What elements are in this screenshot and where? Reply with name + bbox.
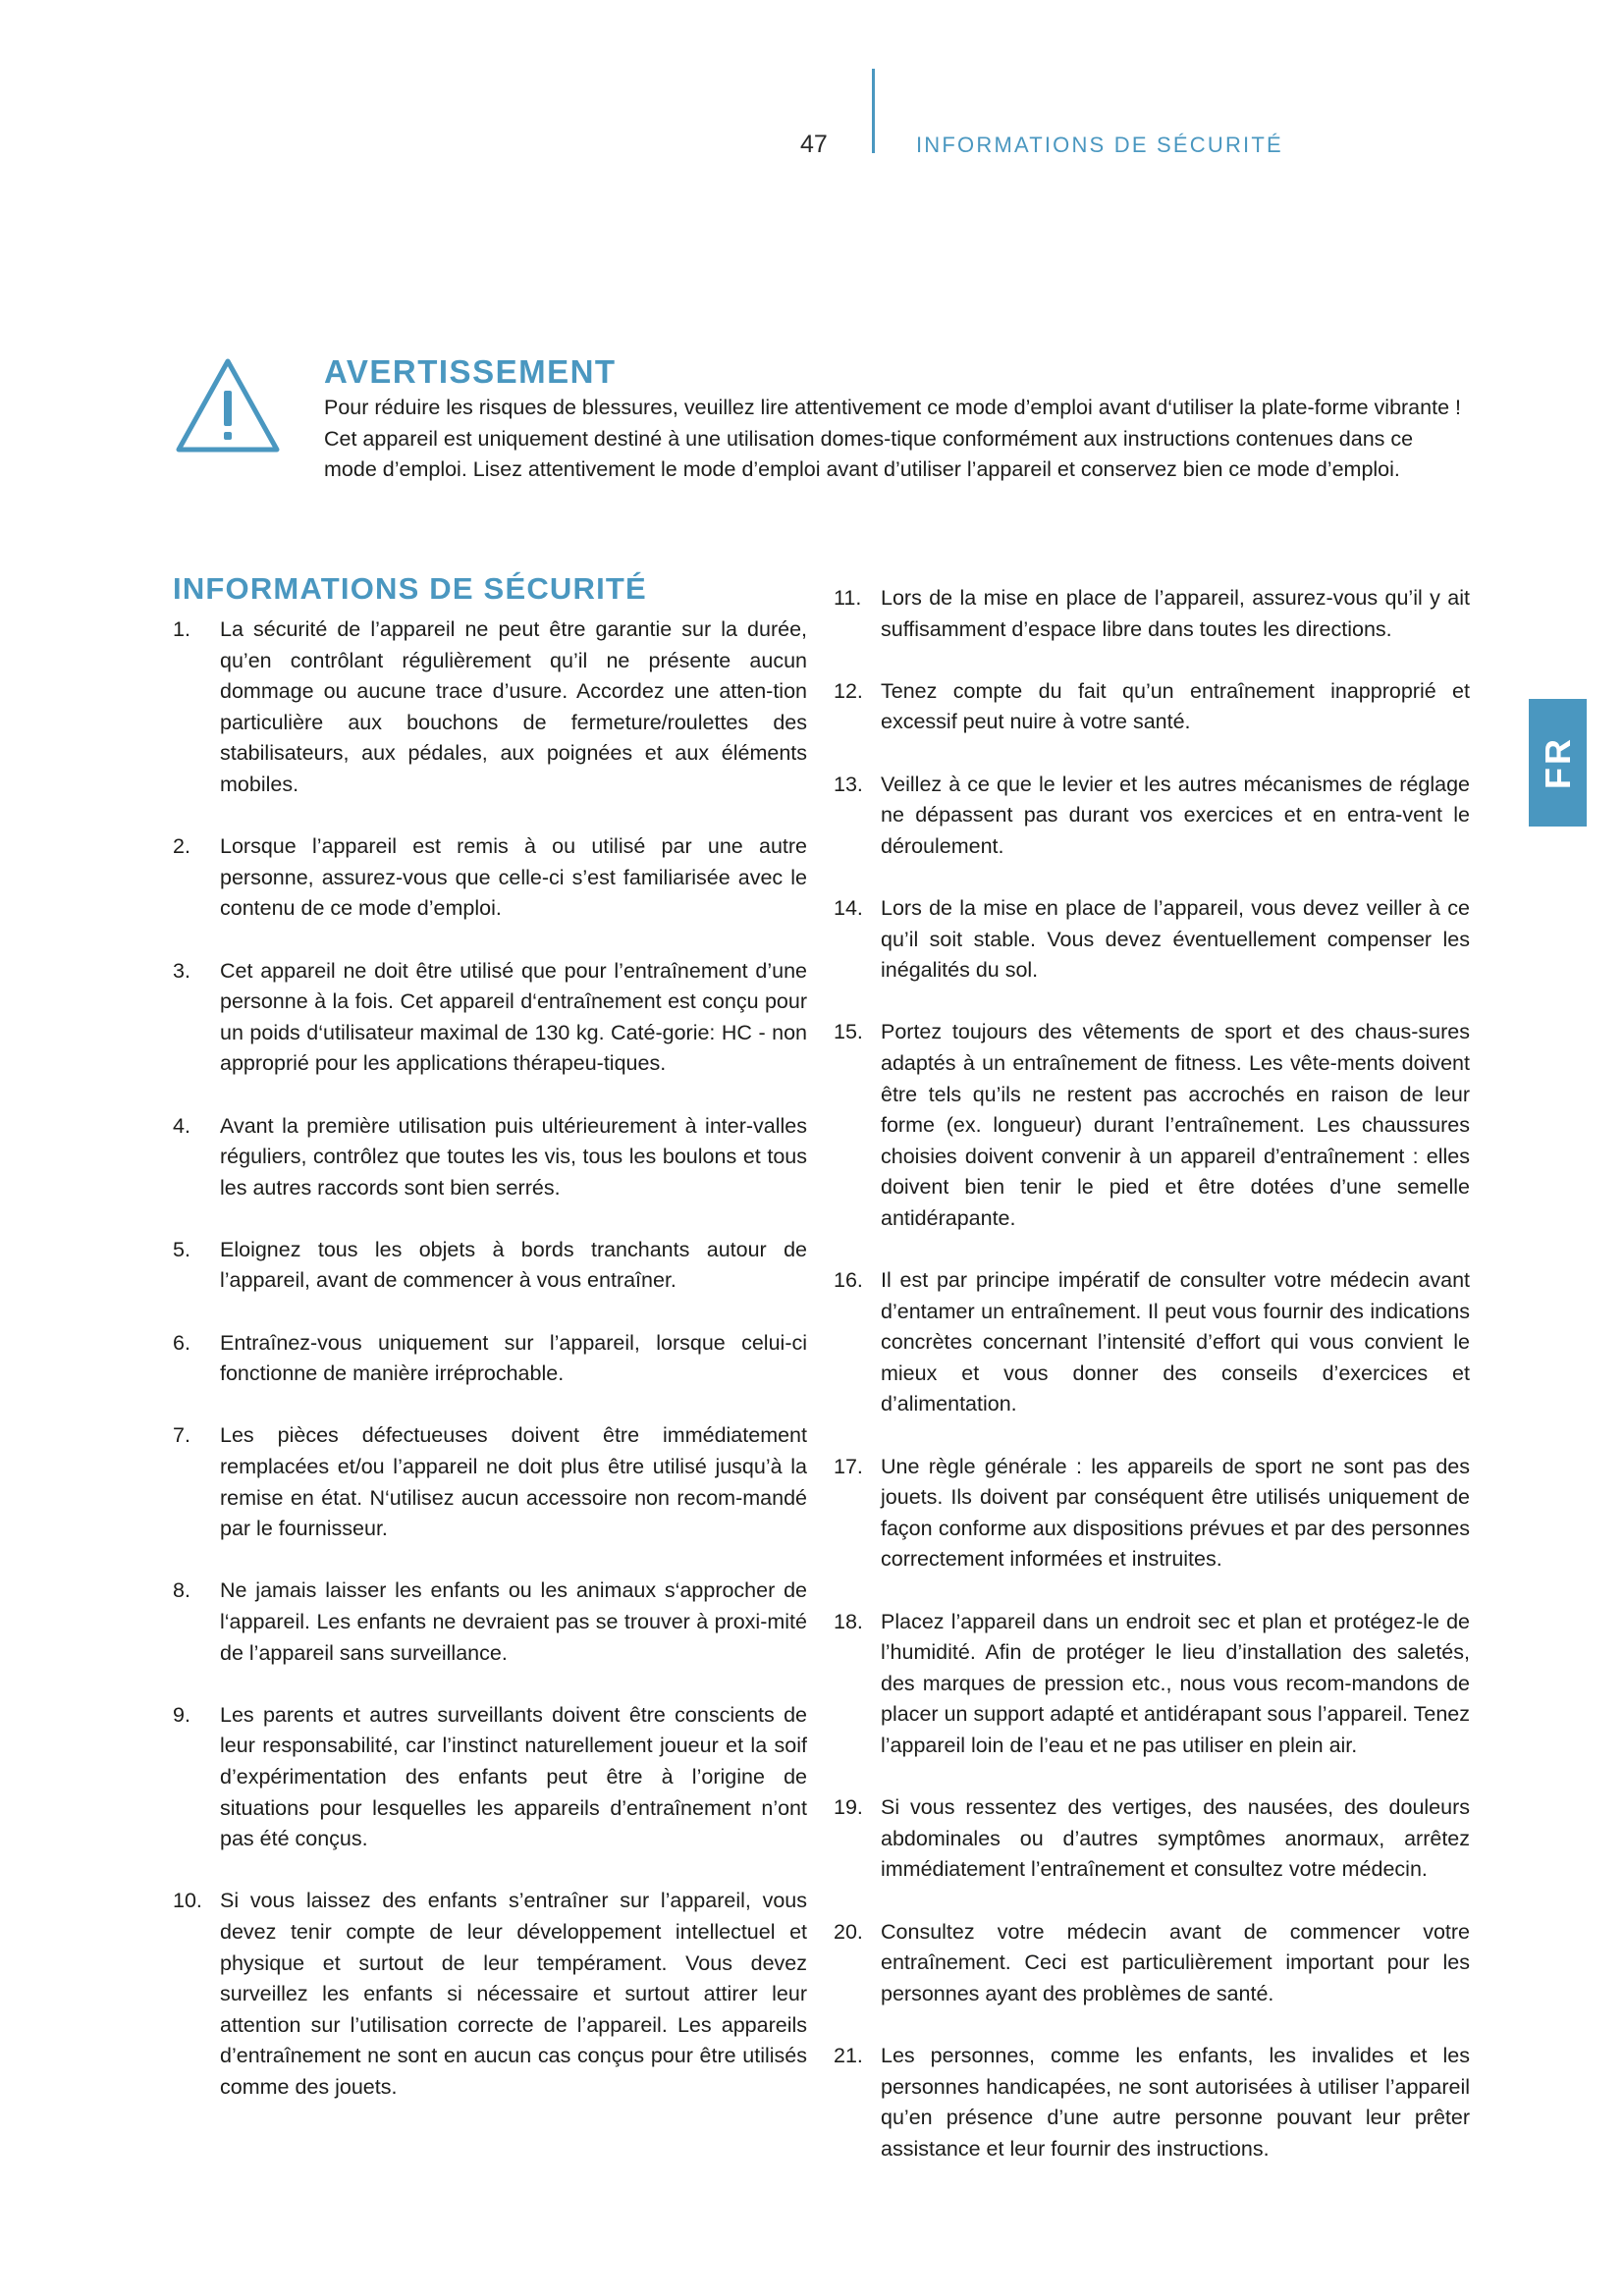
- list-item: [834, 676, 1470, 738]
- item-text: Entraînez-vous uniquement sur l’appareil, lorsque celui-ci fonctionne de manière irréprochable.: [220, 1330, 807, 1386]
- safety-list-left: [173, 614, 807, 2104]
- item-text: Cet appareil ne doit être utilisé que pour l’entraînement d’une personne à la fois. Cet appareil d‘entraînement est conçu pour un poids d‘utilisateur maximal de 130 kg. Caté-gorie: HC - non approprié pour les applications thérapeu-tiques.: [220, 958, 807, 1076]
- item-number: 18.: [834, 1609, 863, 1633]
- list-item: [173, 1420, 807, 1544]
- list-item: [173, 614, 807, 801]
- left-column: [173, 571, 807, 2134]
- item-number: 6.: [173, 1330, 190, 1355]
- item-number: 7.: [173, 1423, 190, 1448]
- list-item: [173, 956, 807, 1080]
- list-item: [173, 1700, 807, 1855]
- item-number: 10.: [173, 1889, 202, 1913]
- list-item: [173, 1328, 807, 1390]
- language-tab: [1529, 699, 1587, 827]
- item-number: 8.: [173, 1578, 190, 1603]
- list-item: [173, 831, 807, 925]
- item-text: Portez toujours des vêtements de sport et des chaus-sures adaptés à un entraînement de fitness. Les vête-ments doivent être tels qu’ils ne restent pas accrochés en raison de leur forme (ex. longueur) durant l’entraînement. Les chaussures choisies doivent convenir à un appareil d’entraînement : elles doivent bien tenir le pied et être dotées d’une semelle antidérapante.: [881, 1020, 1470, 1230]
- list-item: [834, 770, 1470, 863]
- warning-title: AVERTISSEMENT: [324, 353, 617, 390]
- list-item: [834, 1265, 1470, 1420]
- right-column: [834, 583, 1470, 2196]
- item-text: Les personnes, comme les enfants, les invalides et les personnes handicapées, ne sont autorisées à utiliser l’appareil qu’en présence d’une autre personne pouvant leur prêter assistance et leur fournir des instructions.: [881, 2043, 1470, 2161]
- header-section-title: INFORMATIONS DE SÉCURITÉ: [916, 133, 1283, 157]
- item-text: Les pièces défectueuses doivent être immédiatement remplacées et/ou l’appareil ne doit plus être utilisé jusqu’à la remise en état. N‘utilisez aucun accessoire non recom-mandé par le fournisseur.: [220, 1423, 807, 1541]
- item-text: Ne jamais laisser les enfants ou les animaux s‘approcher de l‘appareil. Les enfants ne devraient pas se trouver à proxi-mité de l’appareil sans surveillance.: [220, 1578, 807, 1665]
- list-item: [834, 1917, 1470, 2010]
- list-item: [173, 1111, 807, 1204]
- item-text: Il est par principe impératif de consulter votre médecin avant d’entamer un entraînement. Il peut vous fournir des indications concrètes concernant l’intensité d’effort qui vous convient le mieux et vous donner des conseils d’exercices et d’alimentation.: [881, 1268, 1470, 1416]
- item-number: 17.: [834, 1454, 863, 1478]
- list-item: [834, 1792, 1470, 1886]
- item-text: Lors de la mise en place de l’appareil, assurez-vous qu’il y ait suffisamment d’espace libre dans toutes les directions.: [881, 586, 1470, 641]
- item-number: 2.: [173, 834, 190, 859]
- item-text: Placez l’appareil dans un endroit sec et plan et protégez-le de l’humidité. Afin de protéger le lieu d’installation des saletés, des marques de pression etc., nous vous recom-mandons de placer un support adapté et antidérapant sous l’appareil. Tenez l’appareil loin de l’eau et ne pas utiliser en plein air.: [881, 1609, 1470, 1757]
- item-number: 4.: [173, 1113, 190, 1138]
- item-text: Consultez votre médecin avant de commencer votre entraînement. Ceci est particulièrement important pour les personnes ayant des problèmes de santé.: [881, 1919, 1470, 2005]
- page-number: 47: [800, 131, 828, 158]
- item-number: 20.: [834, 1919, 863, 1944]
- list-item: [173, 1235, 807, 1297]
- item-number: 19.: [834, 1795, 863, 1820]
- list-item: [173, 1575, 807, 1669]
- item-number: 11.: [834, 586, 862, 610]
- list-item: [834, 893, 1470, 987]
- item-number: 15.: [834, 1020, 863, 1044]
- list-item: [834, 583, 1470, 645]
- list-item: [834, 2041, 1470, 2164]
- item-text: Veillez à ce que le levier et les autres mécanismes de réglage ne dépassent pas durant vos exercices et en entra-vent le déroulement.: [881, 772, 1470, 858]
- list-item: [173, 1886, 807, 2103]
- item-text: Lors de la mise en place de l’appareil, vous devez veiller à ce qu’il soit stable. Vous devez éventuellement compenser les inégalités du sol.: [881, 895, 1470, 983]
- item-text: La sécurité de l’appareil ne peut être garantie sur la durée, qu’en contrôlant régulièrement qu’il ne présente aucun dommage ou aucune trace d’usure. Accordez une atten-tion particulière aux bouchons de fermeture/roulettes des stabilisateurs, aux pédales, aux poignées et aux éléments mobiles.: [220, 617, 807, 796]
- item-text: Une règle générale : les appareils de sport ne sont pas des jouets. Ils doivent par conséquent être utilisés uniquement de façon conforme aux dispositions prévues et par des personnes correctement informées et instruites.: [881, 1454, 1470, 1572]
- item-number: 9.: [173, 1702, 190, 1727]
- item-number: 16.: [834, 1268, 863, 1293]
- item-number: 3.: [173, 958, 190, 983]
- section-title: INFORMATIONS DE SÉCURITÉ: [173, 571, 647, 606]
- item-text: Lorsque l’appareil est remis à ou utilisé par une autre personne, assurez-vous que celle-ci s’est familiarisée avec le contenu de ce mode d’emploi.: [220, 834, 807, 921]
- item-text: Si vous ressentez des vertiges, des nausées, des douleurs abdominales ou d’autres symptômes anormaux, arrêtez immédiatement l’entraînement et consultez votre médecin.: [881, 1795, 1470, 1882]
- header-divider: [872, 69, 875, 153]
- item-number: 13.: [834, 772, 863, 796]
- list-item: [834, 1452, 1470, 1575]
- item-text: Eloignez tous les objets à bords tranchants autour de l’appareil, avant de commencer à vous entraîner.: [220, 1237, 807, 1293]
- item-number: 12.: [834, 678, 863, 703]
- list-item: [834, 1017, 1470, 1234]
- item-number: 5.: [173, 1237, 190, 1261]
- warning-triangle-icon: [173, 355, 283, 457]
- item-text: Si vous laissez des enfants s’entraîner sur l’appareil, vous devez tenir compte de leur développement intellectuel et physique et surtout de leur tempérament. Vous devez surveillez les enfants si nécessaire et surtout attirer leur attention sur l’utilisation correcte de l’appareil. Les appareils d’entraînement ne sont en aucun cas conçus pour être utilisés comme des jouets.: [220, 1889, 807, 2099]
- item-number: 1.: [173, 617, 190, 641]
- language-tab-label: FR: [1537, 736, 1578, 789]
- item-text: Tenez compte du fait qu’un entraînement inapproprié et excessif peut nuire à votre santé.: [881, 678, 1470, 734]
- warning-text: Pour réduire les risques de blessures, veuillez lire attentivement ce mode d’emploi avant d‘utiliser la plate-forme vibrante ! Cet appareil est uniquement destiné à une utilisation domes-tique conformément aux instructions contenues dans ce mode d’emploi. Lisez attentivement le mode d’emploi avant d’utiliser l’appareil et conservez bien ce mode d’emploi.: [324, 396, 1461, 482]
- list-item: [834, 1607, 1470, 1762]
- safety-list-right: [834, 583, 1470, 2164]
- item-text: Avant la première utilisation puis ultérieurement à inter-valles réguliers, contrôlez que toutes les vis, tous les boulons et tous les autres raccords sont bien serrés.: [220, 1113, 807, 1200]
- item-number: 21.: [834, 2043, 863, 2067]
- item-text: Les parents et autres surveillants doivent être conscients de leur responsabilité, car l’instinct naturellement joueur et la soif d’expérimentation des enfants peut être à l’origine de situations pour lesquelles les appareils d’entraînement n’ont pas été conçus.: [220, 1702, 807, 1851]
- item-number: 14.: [834, 895, 863, 920]
